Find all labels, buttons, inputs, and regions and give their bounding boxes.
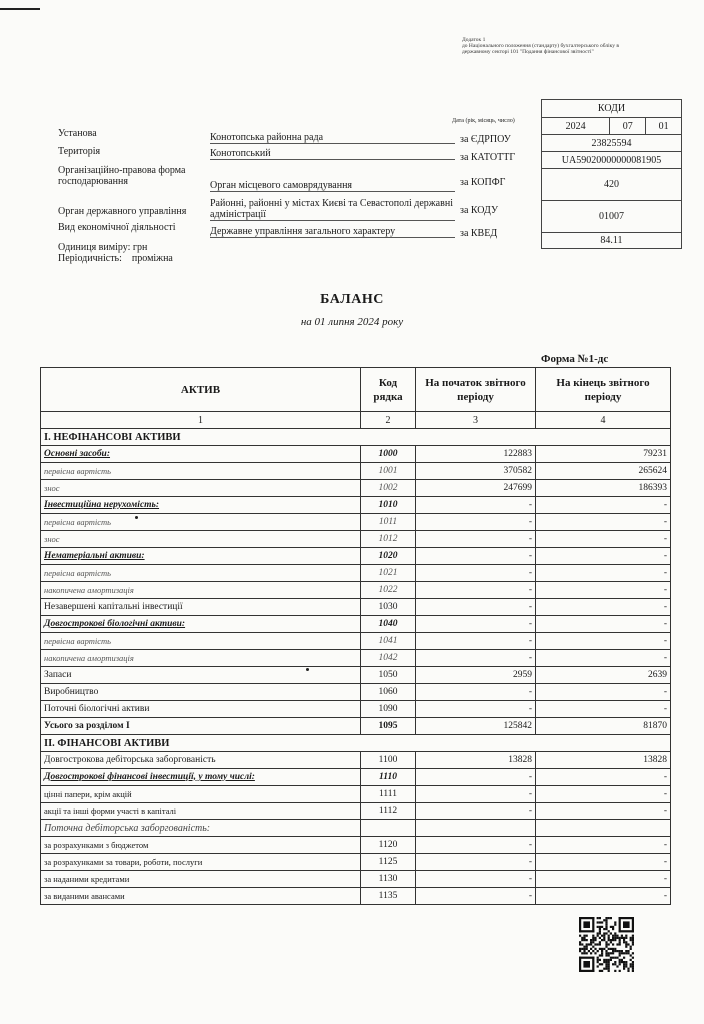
row-start-value: - xyxy=(416,531,536,548)
row-end-value: - xyxy=(536,871,671,888)
row-code: 1021 xyxy=(361,565,416,582)
section-row xyxy=(41,429,671,446)
table-row xyxy=(41,752,671,769)
row-code: 1110 xyxy=(361,769,416,786)
label-activity: Вид економічної діяльності xyxy=(58,222,176,233)
row-label: накопичена амортизація xyxy=(41,650,361,667)
code-label-kodu: за КОДУ xyxy=(460,205,499,216)
row-start-value: - xyxy=(416,888,536,905)
col-number: 3 xyxy=(416,412,536,429)
date-year: 2024 xyxy=(542,118,610,135)
label-legal-form: Організаційно-правова форма господарювання xyxy=(58,165,186,187)
row-code: 1002 xyxy=(361,480,416,497)
row-label: Поточні біологічні активи xyxy=(41,701,361,718)
scan-speck xyxy=(306,668,309,671)
row-code: 1040 xyxy=(361,616,416,633)
table-row xyxy=(41,582,671,599)
row-end-value: - xyxy=(536,582,671,599)
table-row xyxy=(41,480,671,497)
table-row xyxy=(41,837,671,854)
row-label: акції та інші форми участі в капіталі xyxy=(41,803,361,820)
table-row xyxy=(41,684,671,701)
label-authority: Орган державного управління xyxy=(58,206,187,217)
row-end-value: 13828 xyxy=(536,752,671,769)
value-activity: Державне управління загального характеру xyxy=(210,226,455,238)
row-label: первісна вартість xyxy=(41,565,361,582)
table-row xyxy=(41,718,671,735)
row-label: цінні папери, крім акцій xyxy=(41,786,361,803)
row-start-value: - xyxy=(416,565,536,582)
form-number: Форма №1-дс xyxy=(541,353,609,365)
date-caption: Дата (рік, місяць, число) xyxy=(452,118,515,124)
row-label: первісна вартість xyxy=(41,463,361,480)
row-start-value: 125842 xyxy=(416,718,536,735)
row-start-value: - xyxy=(416,701,536,718)
table-row xyxy=(41,820,671,837)
col-end: На кінець звітного періоду xyxy=(536,368,671,412)
row-label: Нематеріальні активи: xyxy=(41,548,361,565)
row-code: 1020 xyxy=(361,548,416,565)
row-start-value: 2959 xyxy=(416,667,536,684)
table-row xyxy=(41,803,671,820)
row-code: 1012 xyxy=(361,531,416,548)
row-end-value: - xyxy=(536,514,671,531)
table-row xyxy=(41,650,671,667)
row-start-value: - xyxy=(416,684,536,701)
row-label: Довгострокова дебіторська заборгованість xyxy=(41,752,361,769)
balance-table xyxy=(40,367,671,905)
row-end-value: - xyxy=(536,616,671,633)
row-code: 1120 xyxy=(361,837,416,854)
row-start-value: 370582 xyxy=(416,463,536,480)
col-code: Код рядка xyxy=(361,368,416,412)
periodicity-value: проміжна xyxy=(131,253,173,264)
row-end-value: - xyxy=(536,837,671,854)
row-end-value: - xyxy=(536,599,671,616)
table-row xyxy=(41,548,671,565)
row-end-value: - xyxy=(536,803,671,820)
appendix-line: державному секторі 101 "Подання фінансової звітності" xyxy=(462,49,594,55)
col-number: 1 xyxy=(41,412,361,429)
row-label: первісна вартість xyxy=(41,514,361,531)
row-end-value: - xyxy=(536,854,671,871)
row-code: 1001 xyxy=(361,463,416,480)
col-number: 4 xyxy=(536,412,671,429)
table-row xyxy=(41,633,671,650)
row-code: 1041 xyxy=(361,633,416,650)
row-end-value: - xyxy=(536,633,671,650)
col-start: На початок звітного періоду xyxy=(416,368,536,412)
table-row xyxy=(41,565,671,582)
document-date: на 01 липня 2024 року xyxy=(300,316,404,328)
row-end-value: - xyxy=(536,531,671,548)
table-row xyxy=(41,871,671,888)
row-end-value: - xyxy=(536,769,671,786)
section-title: ІІ. ФІНАНСОВІ АКТИВИ xyxy=(41,735,671,752)
row-code: 1090 xyxy=(361,701,416,718)
code-katottg: UA59020000000081905 xyxy=(542,152,682,169)
row-start-value: - xyxy=(416,769,536,786)
table-row xyxy=(41,616,671,633)
row-start-value: - xyxy=(416,837,536,854)
code-label-katottg: за КАТОТТГ xyxy=(460,152,516,163)
corner-mark xyxy=(0,8,40,10)
section-title: І. НЕФІНАНСОВІ АКТИВИ xyxy=(41,429,671,446)
value-legal-form: Орган місцевого самоврядування xyxy=(210,180,455,192)
row-label: за розрахунками за товари, роботи, послуги xyxy=(41,854,361,871)
row-code: 1030 xyxy=(361,599,416,616)
table-row xyxy=(41,667,671,684)
row-start-value: - xyxy=(416,616,536,633)
label-territory: Територія xyxy=(58,146,101,157)
value-territory: Конотопський xyxy=(210,148,455,160)
row-code: 1130 xyxy=(361,871,416,888)
row-code: 1111 xyxy=(361,786,416,803)
table-row xyxy=(41,769,671,786)
row-code: 1100 xyxy=(361,752,416,769)
date-day: 01 xyxy=(646,118,682,135)
document-title: БАЛАНС xyxy=(320,292,384,307)
qr-code xyxy=(579,917,634,972)
table-row xyxy=(41,854,671,871)
table-row xyxy=(41,446,671,463)
table-row xyxy=(41,463,671,480)
row-start-value: - xyxy=(416,786,536,803)
label-institution: Установа xyxy=(58,128,97,139)
row-end-value: - xyxy=(536,701,671,718)
row-start-value: - xyxy=(416,599,536,616)
appendix-note xyxy=(462,37,694,55)
row-start-value: - xyxy=(416,582,536,599)
row-end-value xyxy=(536,820,671,837)
col-number: 2 xyxy=(361,412,416,429)
table-row xyxy=(41,599,671,616)
codes-header: КОДИ xyxy=(542,100,682,118)
row-code: 1011 xyxy=(361,514,416,531)
row-label: знос xyxy=(41,531,361,548)
row-end-value: - xyxy=(536,786,671,803)
row-end-value: - xyxy=(536,684,671,701)
row-code: 1050 xyxy=(361,667,416,684)
row-label: Основні засоби: xyxy=(41,446,361,463)
row-code: 1042 xyxy=(361,650,416,667)
row-label: Довгострокові фінансові інвестиції, у тому числі: xyxy=(41,769,361,786)
value-authority: Районні, районні у містах Києві та Севастополі державні адміністрації xyxy=(210,198,455,221)
row-code: 1060 xyxy=(361,684,416,701)
code-label-kopfg: за КОПФГ xyxy=(460,177,506,188)
code-label-kved: за КВЕД xyxy=(460,228,498,239)
row-end-value: - xyxy=(536,888,671,905)
row-end-value: 81870 xyxy=(536,718,671,735)
code-kodu: 01007 xyxy=(542,201,682,233)
row-code: 1010 xyxy=(361,497,416,514)
scan-speck xyxy=(135,516,138,519)
row-label: знос xyxy=(41,480,361,497)
periodicity xyxy=(58,253,173,264)
row-start-value: 122883 xyxy=(416,446,536,463)
row-code: 1135 xyxy=(361,888,416,905)
row-label: накопичена амортизація xyxy=(41,582,361,599)
row-label: за наданими кредитами xyxy=(41,871,361,888)
row-code: 1000 xyxy=(361,446,416,463)
row-start-value: - xyxy=(416,871,536,888)
unit-label: Одиниця виміру: грн xyxy=(58,242,148,253)
value-institution: Конотопська районна рада xyxy=(210,132,455,144)
row-end-value: - xyxy=(536,565,671,582)
row-start-value xyxy=(416,820,536,837)
row-start-value: - xyxy=(416,650,536,667)
row-start-value: - xyxy=(416,497,536,514)
row-label: Незавершені капітальні інвестиції xyxy=(41,599,361,616)
row-code: 1125 xyxy=(361,854,416,871)
row-end-value: 265624 xyxy=(536,463,671,480)
row-code xyxy=(361,820,416,837)
row-label: Інвестиційна нерухомість: xyxy=(41,497,361,514)
row-start-value: 247699 xyxy=(416,480,536,497)
row-start-value: 13828 xyxy=(416,752,536,769)
row-end-value: - xyxy=(536,497,671,514)
col-asset: АКТИВ xyxy=(41,368,361,412)
table-row xyxy=(41,531,671,548)
row-code: 1095 xyxy=(361,718,416,735)
row-start-value: - xyxy=(416,633,536,650)
row-label: за виданими авансами xyxy=(41,888,361,905)
date-month: 07 xyxy=(610,118,646,135)
code-kved: 84.11 xyxy=(542,233,682,249)
row-label: Довгострокові біологічні активи: xyxy=(41,616,361,633)
row-start-value: - xyxy=(416,514,536,531)
row-label: Поточна дебіторська заборгованість: xyxy=(41,820,361,837)
row-label: за розрахунками з бюджетом xyxy=(41,837,361,854)
row-label: первісна вартість xyxy=(41,633,361,650)
code-label-edrpou: за ЄДРПОУ xyxy=(460,134,511,145)
row-end-value: - xyxy=(536,548,671,565)
code-edrpou: 23825594 xyxy=(542,135,682,152)
row-label: Запаси xyxy=(41,667,361,684)
table-row xyxy=(41,497,671,514)
table-row xyxy=(41,888,671,905)
row-end-value: 79231 xyxy=(536,446,671,463)
table-row xyxy=(41,786,671,803)
row-code: 1112 xyxy=(361,803,416,820)
row-start-value: - xyxy=(416,803,536,820)
table-row xyxy=(41,701,671,718)
appendix-line: Додаток 1 xyxy=(462,37,486,43)
row-start-value: - xyxy=(416,854,536,871)
codes-box xyxy=(541,99,682,249)
row-label: Усього за розділом І xyxy=(41,718,361,735)
row-end-value: - xyxy=(536,650,671,667)
row-end-value: 2639 xyxy=(536,667,671,684)
row-end-value: 186393 xyxy=(536,480,671,497)
appendix-line: до Національного положення (стандарту) бухгалтерського обліку в xyxy=(462,43,619,49)
periodicity-label: Періодичність: xyxy=(58,253,122,264)
row-label: Виробництво xyxy=(41,684,361,701)
section-row xyxy=(41,735,671,752)
code-kopfg: 420 xyxy=(542,169,682,201)
row-code: 1022 xyxy=(361,582,416,599)
row-start-value: - xyxy=(416,548,536,565)
